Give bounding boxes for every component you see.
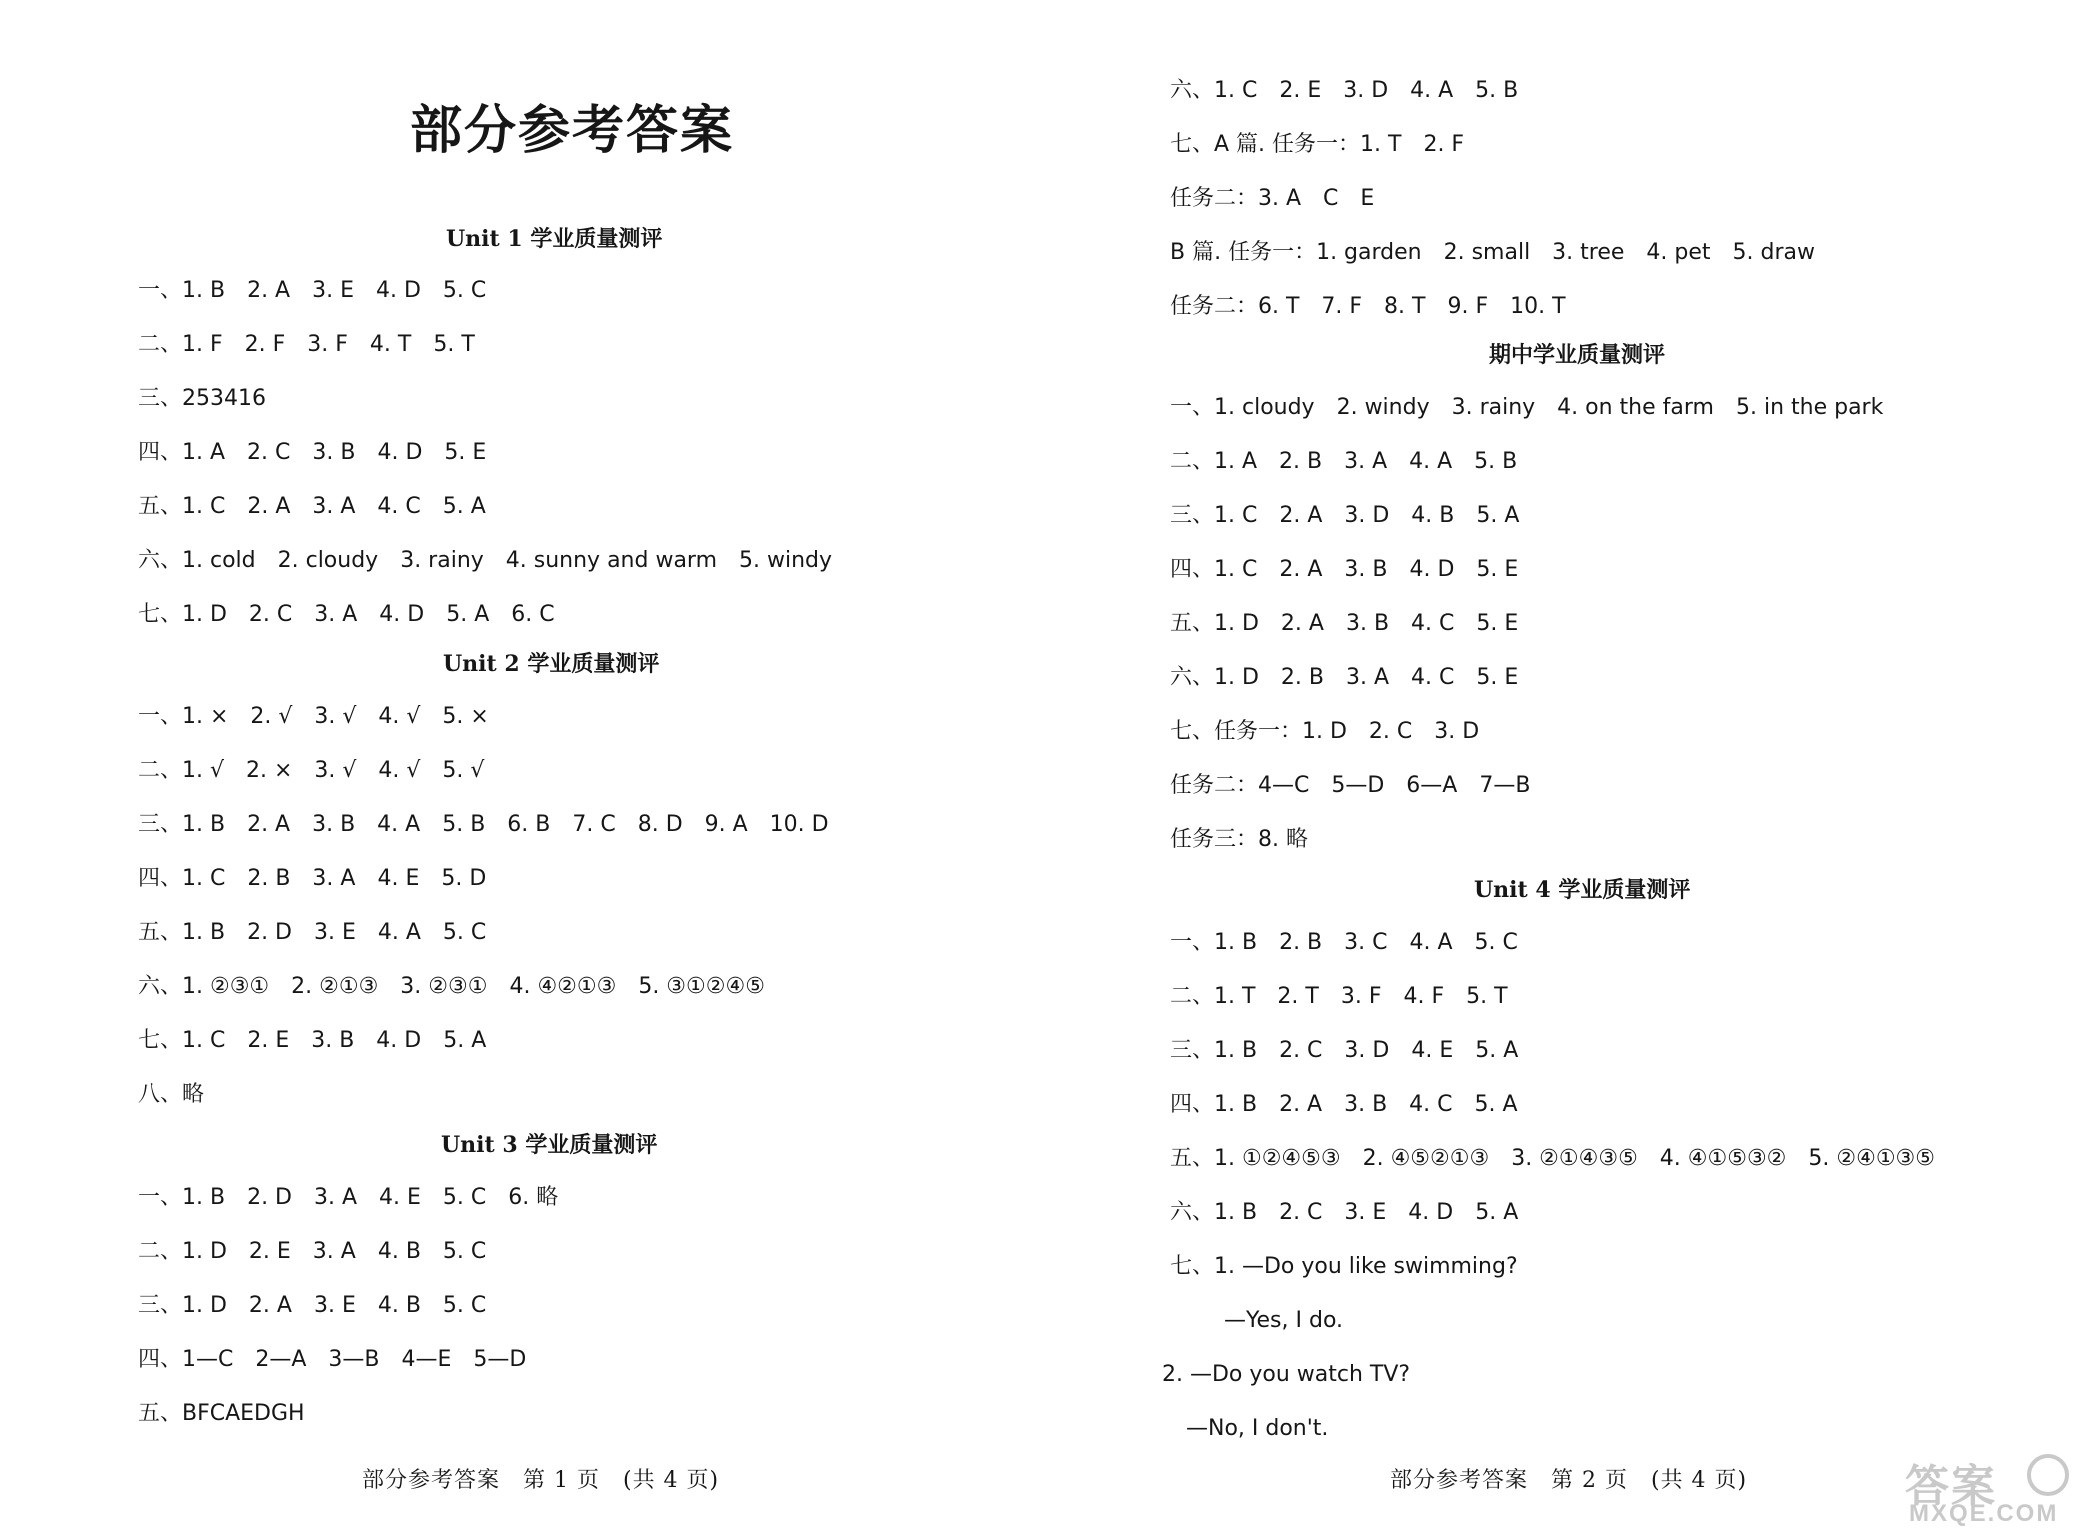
answer-line: B 篇. 任务一：1. garden 2. small 3. tree 4. pet 5. draw: [1170, 240, 1816, 265]
answer-line: 2. —Do you watch TV?: [1162, 1362, 1411, 1387]
answer-line: 七、1. —Do you like swimming?: [1170, 1254, 1518, 1279]
answer-line: 四、1—C 2—A 3—B 4—E 5—D: [138, 1347, 527, 1372]
answer-line: 四、1. B 2. A 3. B 4. C 5. A: [1170, 1092, 1518, 1117]
answer-line: 一、1. B 2. B 3. C 4. A 5. C: [1170, 930, 1518, 955]
answer-line: 六、1. C 2. E 3. D 4. A 5. B: [1170, 78, 1519, 103]
unit4-heading: Unit 4 学业质量测评: [1474, 877, 1691, 903]
answer-line: 五、BFCAEDGH: [138, 1401, 305, 1426]
answer-line: 三、1. B 2. C 3. D 4. E 5. A: [1170, 1038, 1519, 1063]
unit1-heading: Unit 1 学业质量测评: [446, 226, 663, 252]
answer-line: 四、1. A 2. C 3. B 4. D 5. E: [138, 440, 487, 465]
answer-line: 任务二：3. A C E: [1170, 186, 1375, 211]
answer-line: 二、1. √ 2. × 3. √ 4. √ 5. √: [138, 758, 485, 783]
watermark-text: 答案: [1905, 1461, 1997, 1512]
unit2-heading: Unit 2 学业质量测评: [443, 651, 660, 677]
answer-line: 五、1. D 2. A 3. B 4. C 5. E: [1170, 611, 1519, 636]
answer-line: 三、1. C 2. A 3. D 4. B 5. A: [1170, 503, 1520, 528]
page-footer: 部分参考答案 第 1 页 (共 4 页): [362, 1468, 720, 1493]
answer-line: 二、1. T 2. T 3. F 4. F 5. T: [1170, 984, 1508, 1009]
answer-line: 七、A 篇. 任务一：1. T 2. F: [1170, 132, 1465, 157]
answer-line: 七、1. D 2. C 3. A 4. D 5. A 6. C: [138, 602, 555, 627]
page-footer: 部分参考答案 第 2 页 (共 4 页): [1390, 1468, 1748, 1493]
answer-line: 五、1. C 2. A 3. A 4. C 5. A: [138, 494, 486, 519]
answer-line: 四、1. C 2. B 3. A 4. E 5. D: [138, 866, 487, 891]
watermark-circle-icon: [2027, 1454, 2069, 1496]
answer-line: 二、1. A 2. B 3. A 4. A 5. B: [1170, 449, 1518, 474]
page-title: 部分参考答案: [410, 100, 735, 161]
answer-line: 任务二：4—C 5—D 6—A 7—B: [1170, 773, 1531, 798]
answer-line: 二、1. F 2. F 3. F 4. T 5. T: [138, 332, 475, 357]
answer-line: 七、1. C 2. E 3. B 4. D 5. A: [138, 1028, 487, 1053]
answer-line: 三、1. B 2. A 3. B 4. A 5. B 6. B 7. C 8. D 9. A 10. D: [138, 812, 829, 837]
answer-line: 五、1. ①②④⑤③ 2. ④⑤②①③ 3. ②①④③⑤ 4. ④①⑤③② 5. ②④①③⑤: [1170, 1146, 1935, 1171]
answer-line: 二、1. D 2. E 3. A 4. B 5. C: [138, 1239, 487, 1264]
watermark-logo: [1905, 1450, 2075, 1530]
answer-line: —Yes, I do.: [1224, 1308, 1344, 1333]
answer-line: 六、1. B 2. C 3. E 4. D 5. A: [1170, 1200, 1519, 1225]
answer-line: 六、1. D 2. B 3. A 4. C 5. E: [1170, 665, 1519, 690]
answer-line: 七、任务一：1. D 2. C 3. D: [1170, 719, 1480, 744]
answer-line: 八、略: [138, 1082, 205, 1107]
answer-line: 五、1. B 2. D 3. E 4. A 5. C: [138, 920, 487, 945]
unit3-heading: Unit 3 学业质量测评: [441, 1132, 658, 1158]
answer-line: 四、1. C 2. A 3. B 4. D 5. E: [1170, 557, 1519, 582]
answer-line: 三、253416: [138, 386, 266, 411]
answer-line: 六、1. cold 2. cloudy 3. rainy 4. sunny and warm 5. windy: [138, 548, 833, 573]
answer-line: —No, I don't.: [1186, 1416, 1329, 1441]
answer-line: 六、1. ②③① 2. ②①③ 3. ②③① 4. ④②①③ 5. ③①②④⑤: [138, 974, 765, 999]
answer-line: 一、1. cloudy 2. windy 3. rainy 4. on the farm 5. in the park: [1170, 395, 1884, 420]
midterm-heading: 期中学业质量测评: [1489, 342, 1666, 368]
answer-line: 一、1. B 2. D 3. A 4. E 5. C 6. 略: [138, 1185, 559, 1210]
answer-line: 任务三：8. 略: [1170, 827, 1308, 852]
answer-line: 任务二：6. T 7. F 8. T 9. F 10. T: [1170, 294, 1566, 319]
right-page: [1100, 0, 2083, 1536]
answer-line: 三、1. D 2. A 3. E 4. B 5. C: [138, 1293, 487, 1318]
answer-line: 一、1. B 2. A 3. E 4. D 5. C: [138, 278, 487, 303]
answer-line: 一、1. × 2. √ 3. √ 4. √ 5. ×: [138, 704, 489, 729]
watermark-url: MXQE.COM: [1909, 1500, 2059, 1527]
